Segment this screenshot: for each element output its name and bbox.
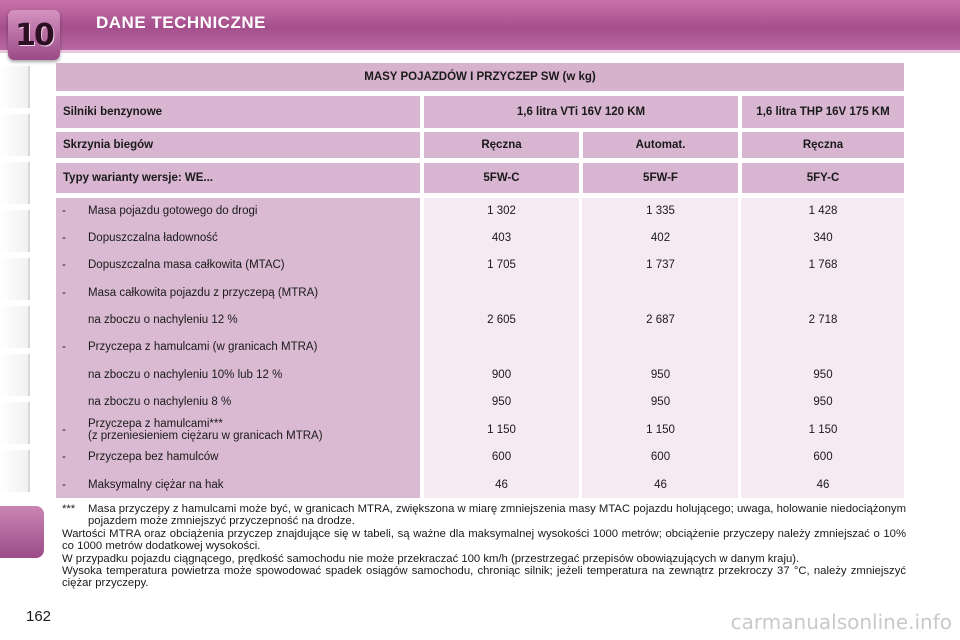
row-value: 2 687 xyxy=(646,314,675,326)
type-value: 5FW-C xyxy=(424,163,579,193)
row-value: 1 705 xyxy=(487,259,516,271)
engine-row xyxy=(56,96,904,128)
row-value: 46 xyxy=(816,479,830,491)
chapter-tabs xyxy=(0,56,48,560)
row-value: 1 150 xyxy=(808,424,838,436)
row-dash: - xyxy=(62,341,66,353)
chapter-tab[interactable] xyxy=(0,402,30,444)
row-value: 46 xyxy=(654,479,667,491)
footnote xyxy=(62,503,906,528)
row-dash: - xyxy=(62,451,66,463)
row-dash: - xyxy=(62,232,66,244)
row-dash: - xyxy=(62,287,66,299)
row-value: 403 xyxy=(491,232,512,244)
chapter-tab[interactable] xyxy=(0,354,30,396)
note-paragraph: Wysoka temperatura powietrza może spowodować spadek osiągów samochodu, chroniąc silnik; jeżeli temperatura na zewnątrz przekroczy 37 °C, należy zmniejszyć ciężar przyczepy. xyxy=(62,565,906,590)
footnote-text: Masa przyczepy z hamulcami może być, w granicach MTRA, zwiększona w miarę zmniejszenia masy MTAC pojazdu holującego; uwaga, holowanie niedociążonym pojazdem może zmniejszyć przyczepność na drodze. xyxy=(88,503,906,528)
note-paragraph: W przypadku pojazdu ciągnącego, prędkość samochodu nie może przekraczać 100 km/h (przestrzegać przepisów obowiązujących w danym kraju). xyxy=(62,552,800,565)
header-divider xyxy=(0,50,960,53)
row-value: 950 xyxy=(813,396,833,408)
table-row xyxy=(56,362,904,388)
gearbox-value: Automat. xyxy=(583,132,738,158)
watermark: carmanualsonline.info xyxy=(730,610,952,634)
row-label: Przyczepa z hamulcami (w granicach MTRA) xyxy=(88,341,318,353)
row-dash: - xyxy=(62,479,66,491)
chapter-tab[interactable] xyxy=(0,114,30,156)
row-label: na zboczu o nachyleniu 8 % xyxy=(88,396,232,408)
gearbox-value: Ręczna xyxy=(742,132,904,158)
engine-2: 1,6 litra THP 16V 175 KM xyxy=(742,96,904,128)
table-row xyxy=(56,252,904,278)
chapter-tab[interactable] xyxy=(0,258,30,300)
row-value: 1 150 xyxy=(487,424,516,436)
row-label: na zboczu o nachyleniu 10% lub 12 % xyxy=(88,369,283,381)
footnote-mark: *** xyxy=(62,503,76,515)
chapter-tab[interactable] xyxy=(0,450,30,492)
row-value: 1 335 xyxy=(646,205,675,217)
row-value: 2 605 xyxy=(487,314,516,326)
types-row xyxy=(56,163,904,193)
chapter-tab-active[interactable] xyxy=(0,506,44,558)
page-number: 162 xyxy=(26,608,52,625)
gearbox-value: Ręczna xyxy=(424,132,579,158)
table-title-row xyxy=(56,63,904,91)
row-value: 950 xyxy=(813,369,833,381)
row-value: 950 xyxy=(491,396,512,408)
row-label: Masa całkowita pojazdu z przyczepą (MTRA) xyxy=(88,287,319,299)
row-dash: - xyxy=(62,424,66,436)
table-row xyxy=(56,280,904,306)
note-paragraph: Wartości MTRA oraz obciążenia przyczep znajdujące się w tabeli, są ważne dla maksymalnej wysokości 1000 metrów; obciążenie przyczepy należy zmniejszać o 10% co 1000 metrów dodatkowej wysokości. xyxy=(62,527,906,553)
table-row xyxy=(56,198,904,224)
row-label: na zboczu o nachyleniu 12 % xyxy=(88,314,238,326)
row-label: Maksymalny ciężar na hak xyxy=(88,479,224,491)
row-value: 402 xyxy=(650,232,671,244)
chapter-tab[interactable] xyxy=(0,306,30,348)
type-value: 5FY-C xyxy=(742,163,904,193)
row-value: 600 xyxy=(813,451,833,463)
table-row xyxy=(56,417,904,443)
row-value: 2 718 xyxy=(808,314,838,326)
row-value: 46 xyxy=(495,479,508,491)
type-value: 5FW-F xyxy=(583,163,738,193)
chapter-tab[interactable] xyxy=(0,162,30,204)
row-label: Dopuszczalna masa całkowita (MTAC) xyxy=(88,259,285,271)
table-row xyxy=(56,307,904,333)
table-row xyxy=(56,389,904,415)
row-label: Masa pojazdu gotowego do drogi xyxy=(88,205,258,217)
row-value: 340 xyxy=(813,232,833,244)
gearbox-row xyxy=(56,132,904,158)
table-row xyxy=(56,334,904,360)
table-row xyxy=(56,444,904,470)
row-value: 950 xyxy=(650,369,671,381)
chapter-badge xyxy=(8,10,60,60)
engine-label: Silniki benzynowe xyxy=(56,96,420,128)
row-label xyxy=(88,418,418,442)
table-row xyxy=(56,225,904,251)
engine-1: 1,6 litra VTi 16V 120 KM xyxy=(424,96,738,128)
row-label: Dopuszczalna ładowność xyxy=(88,232,218,244)
row-label-line2: (z przeniesieniem ciężaru w granicach MTRA) xyxy=(88,430,323,442)
row-value: 600 xyxy=(650,451,671,463)
chapter-tab[interactable] xyxy=(0,66,30,108)
row-label-line1: Przyczepa z hamulcami*** xyxy=(88,418,223,430)
row-value: 600 xyxy=(491,451,512,463)
row-label: Przyczepa bez hamulców xyxy=(88,451,219,463)
row-value: 1 428 xyxy=(808,205,838,217)
row-dash: - xyxy=(62,205,66,217)
page-title: DANE TECHNICZNE xyxy=(96,13,266,32)
row-value: 1 768 xyxy=(808,259,838,271)
row-value: 1 737 xyxy=(646,259,675,271)
types-label: Typy warianty wersje: WE... xyxy=(56,163,420,193)
table-title: MASY POJAZDÓW I PRZYCZEP SW (w kg) xyxy=(56,63,904,91)
row-value: 950 xyxy=(650,396,671,408)
gearbox-label: Skrzynia biegów xyxy=(56,132,420,158)
chapter-tab[interactable] xyxy=(0,210,30,252)
row-dash: - xyxy=(62,259,66,271)
notes-section xyxy=(62,503,906,590)
chapter-number: 10 xyxy=(15,17,53,53)
table-row xyxy=(56,472,904,498)
row-value: 1 150 xyxy=(646,424,675,436)
row-value: 900 xyxy=(491,369,512,381)
row-value: 1 302 xyxy=(487,205,516,217)
